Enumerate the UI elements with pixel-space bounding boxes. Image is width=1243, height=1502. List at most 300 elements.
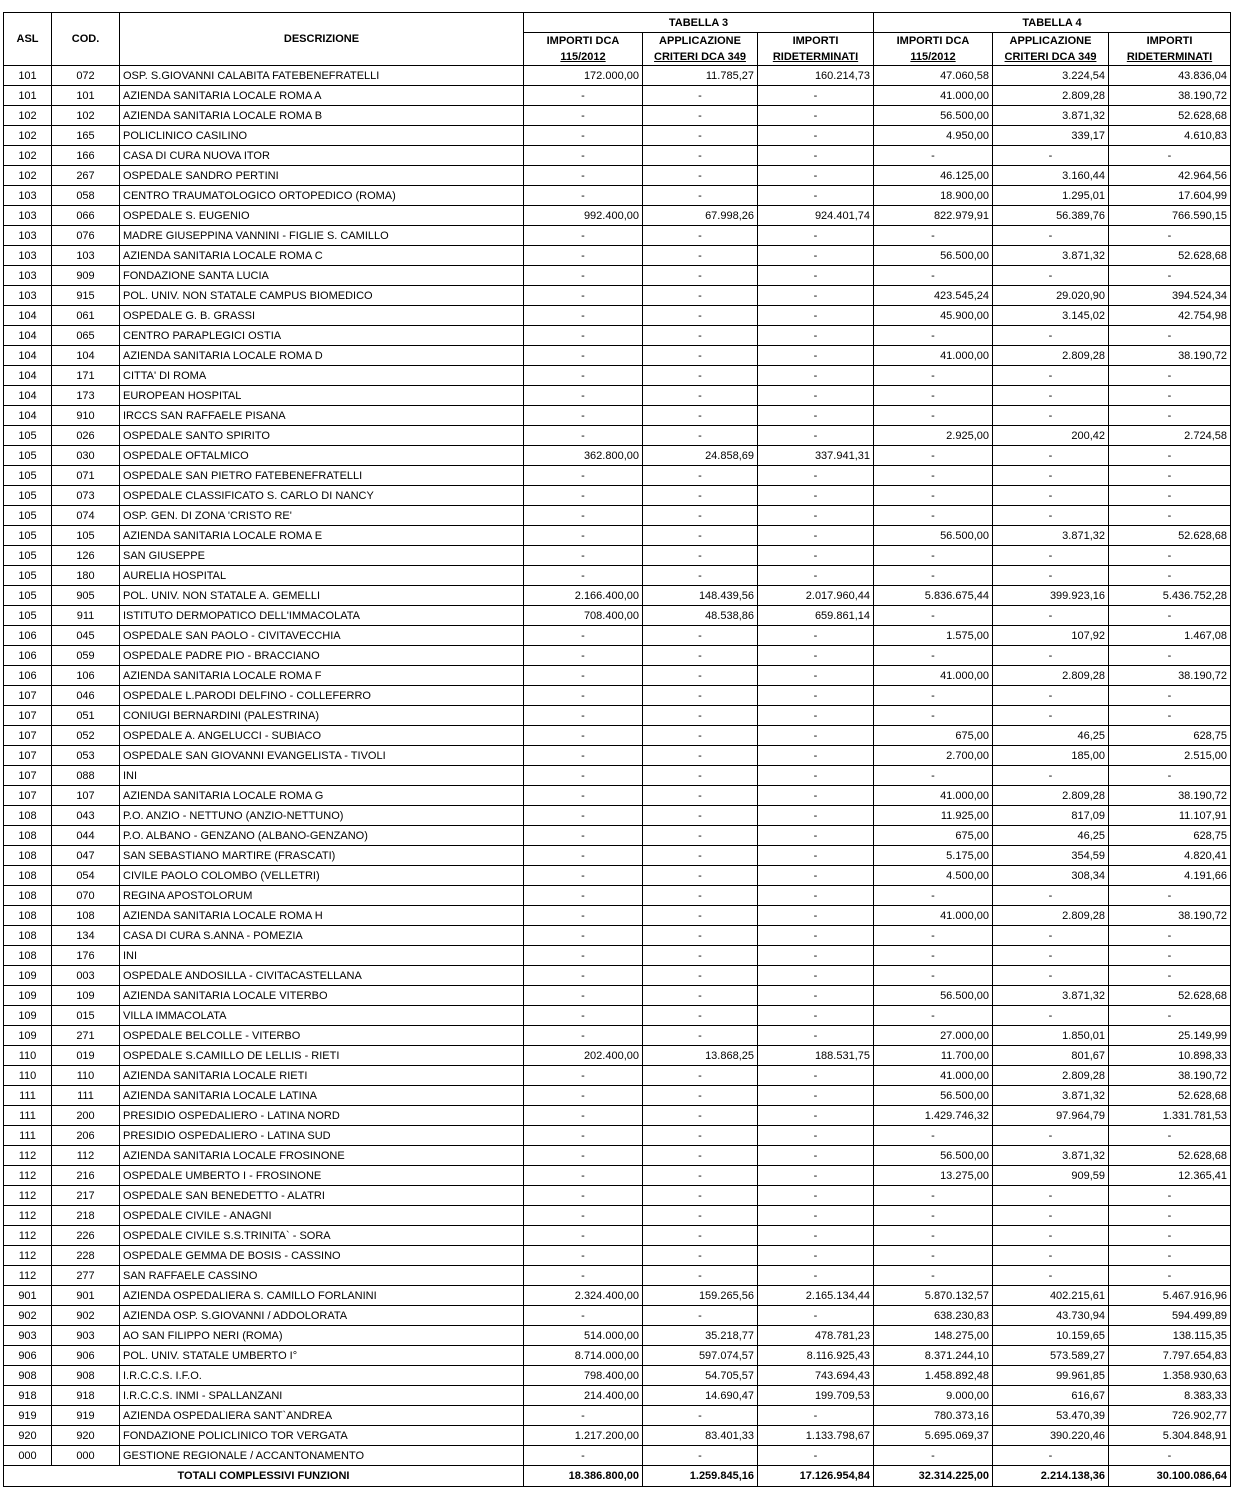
cell-t4-importi-dca: 9.000,00 (874, 1386, 993, 1406)
cell-asl: 108 (4, 946, 52, 966)
cell-t4-applicazione: - (993, 1126, 1109, 1146)
cell-t3-importi-dca: - (524, 866, 643, 886)
cell-asl: 112 (4, 1146, 52, 1166)
cell-t3-rideterminati: - (758, 1266, 874, 1286)
cell-t4-importi-dca: 1.458.892,48 (874, 1366, 993, 1386)
table-row (4, 86, 1231, 106)
cell-t4-importi-dca: 41.000,00 (874, 346, 993, 366)
cell-cod: 026 (52, 426, 120, 446)
cell-t4-importi-dca: 5.695.069,37 (874, 1426, 993, 1446)
cell-descrizione: AZIENDA SANITARIA LOCALE ROMA G (120, 786, 524, 806)
cell-t4-rideterminati: 52.628,68 (1109, 526, 1231, 546)
cell-t4-rideterminati: 38.190,72 (1109, 906, 1231, 926)
cell-t3-importi-dca: - (524, 646, 643, 666)
header-descrizione: DESCRIZIONE (120, 13, 524, 66)
cell-t3-importi-dca: - (524, 846, 643, 866)
table-row (4, 1086, 1231, 1106)
cell-t3-importi-dca: - (524, 406, 643, 426)
cell-t4-rideterminati: 25.149,99 (1109, 1026, 1231, 1046)
cell-t4-rideterminati: 4.610,83 (1109, 126, 1231, 146)
cell-t4-rideterminati: 42.964,56 (1109, 166, 1231, 186)
cell-t3-rideterminati: - (758, 806, 874, 826)
cell-asl: 103 (4, 226, 52, 246)
cell-t4-applicazione: - (993, 486, 1109, 506)
cell-t4-rideterminati: 38.190,72 (1109, 346, 1231, 366)
cell-asl: 109 (4, 1006, 52, 1026)
cell-t4-importi-dca: - (874, 1246, 993, 1266)
cell-t3-importi-dca: - (524, 106, 643, 126)
cell-t3-importi-dca: - (524, 186, 643, 206)
cell-t4-applicazione: - (993, 886, 1109, 906)
cell-descrizione: POL. UNIV. NON STATALE A. GEMELLI (120, 586, 524, 606)
cell-t4-applicazione: - (993, 646, 1109, 666)
cell-cod: 909 (52, 266, 120, 286)
cell-t4-importi-dca: - (874, 566, 993, 586)
cell-t3-applicazione: - (643, 926, 758, 946)
cell-asl: 906 (4, 1346, 52, 1366)
cell-descrizione: OSPEDALE G. B. GRASSI (120, 306, 524, 326)
header-cod: COD. (52, 13, 120, 66)
header-t4-rideterminati: RIDETERMINATI (1109, 49, 1231, 66)
table-row (4, 1366, 1231, 1386)
cell-t3-importi-dca: - (524, 466, 643, 486)
cell-t4-rideterminati: - (1109, 266, 1231, 286)
table-row (4, 1186, 1231, 1206)
cell-t4-importi-dca: - (874, 366, 993, 386)
cell-t3-importi-dca: - (524, 666, 643, 686)
cell-descrizione: CONIUGI BERNARDINI (PALESTRINA) (120, 706, 524, 726)
cell-asl: 104 (4, 326, 52, 346)
cell-t4-rideterminati: 594.499,89 (1109, 1306, 1231, 1326)
cell-t4-applicazione: 3.871,32 (993, 246, 1109, 266)
cell-descrizione: AZIENDA SANITARIA LOCALE ROMA A (120, 86, 524, 106)
cell-t3-rideterminati: - (758, 86, 874, 106)
cell-t3-importi-dca: - (524, 946, 643, 966)
cell-t3-importi-dca: - (524, 726, 643, 746)
cell-descrizione: OSPEDALE OFTALMICO (120, 446, 524, 466)
cell-t4-rideterminati: 394.524,34 (1109, 286, 1231, 306)
cell-t4-rideterminati: 628,75 (1109, 826, 1231, 846)
cell-t3-importi-dca: - (524, 146, 643, 166)
cell-t4-importi-dca: 45.900,00 (874, 306, 993, 326)
cell-t3-applicazione: - (643, 506, 758, 526)
cell-asl: 108 (4, 826, 52, 846)
cell-asl: 108 (4, 906, 52, 926)
cell-t3-applicazione: 11.785,27 (643, 66, 758, 86)
cell-t4-applicazione: - (993, 546, 1109, 566)
cell-t4-importi-dca: - (874, 966, 993, 986)
cell-descrizione: CENTRO PARAPLEGICI OSTIA (120, 326, 524, 346)
cell-t3-rideterminati: - (758, 866, 874, 886)
cell-t3-applicazione: - (643, 106, 758, 126)
table-row (4, 946, 1231, 966)
table-row (4, 786, 1231, 806)
table-row (4, 626, 1231, 646)
cell-t4-importi-dca: 13.275,00 (874, 1166, 993, 1186)
cell-t3-applicazione: - (643, 626, 758, 646)
cell-asl: 111 (4, 1086, 52, 1106)
cell-asl: 908 (4, 1366, 52, 1386)
cell-t4-applicazione: 1.295,01 (993, 186, 1109, 206)
cell-t4-applicazione: - (993, 686, 1109, 706)
cell-t3-applicazione: - (643, 986, 758, 1006)
cell-t4-applicazione: 399.923,16 (993, 586, 1109, 606)
cell-t3-importi-dca: - (524, 306, 643, 326)
cell-t4-rideterminati: 42.754,98 (1109, 306, 1231, 326)
table-row (4, 66, 1231, 86)
cell-cod: 104 (52, 346, 120, 366)
cell-t4-rideterminati: - (1109, 546, 1231, 566)
cell-asl: 111 (4, 1126, 52, 1146)
table-row (4, 606, 1231, 626)
cell-t4-importi-dca: 27.000,00 (874, 1026, 993, 1046)
cell-t3-importi-dca: - (524, 746, 643, 766)
cell-t3-applicazione: - (643, 246, 758, 266)
cell-t4-applicazione: 3.224,54 (993, 66, 1109, 86)
cell-t4-importi-dca: - (874, 646, 993, 666)
cell-t3-importi-dca: - (524, 966, 643, 986)
header-t3-applicazione: APPLICAZIONE (643, 33, 758, 50)
cell-t3-rideterminati: - (758, 1246, 874, 1266)
cell-t3-applicazione: - (643, 826, 758, 846)
cell-t4-applicazione: - (993, 446, 1109, 466)
cell-t3-rideterminati: - (758, 466, 874, 486)
cell-t4-rideterminati: - (1109, 886, 1231, 906)
cell-asl: 101 (4, 86, 52, 106)
cell-t4-rideterminati: 1.331.781,53 (1109, 1106, 1231, 1126)
cell-asl: 104 (4, 346, 52, 366)
cell-t4-applicazione: 46,25 (993, 726, 1109, 746)
cell-descrizione: OSPEDALE SAN GIOVANNI EVANGELISTA - TIVOLI (120, 746, 524, 766)
cell-t3-rideterminati: - (758, 1106, 874, 1126)
cell-t3-rideterminati: 478.781,23 (758, 1326, 874, 1346)
cell-t4-importi-dca: - (874, 486, 993, 506)
cell-t4-importi-dca: 675,00 (874, 726, 993, 746)
cell-t4-importi-dca: 18.900,00 (874, 186, 993, 206)
cell-t4-applicazione: 2.809,28 (993, 666, 1109, 686)
cell-descrizione: INI (120, 946, 524, 966)
cell-t4-importi-dca: - (874, 546, 993, 566)
cell-t4-importi-dca: 5.836.675,44 (874, 586, 993, 606)
cell-t3-importi-dca: - (524, 546, 643, 566)
cell-t4-rideterminati: 4.191,66 (1109, 866, 1231, 886)
cell-t4-applicazione: - (993, 966, 1109, 986)
cell-t3-rideterminati: - (758, 566, 874, 586)
cell-t4-rideterminati: - (1109, 506, 1231, 526)
cell-t4-applicazione: - (993, 146, 1109, 166)
cell-cod: 053 (52, 746, 120, 766)
cell-t3-rideterminati: - (758, 226, 874, 246)
cell-t3-rideterminati: - (758, 986, 874, 1006)
cell-t3-applicazione: 83.401,33 (643, 1426, 758, 1446)
cell-t4-rideterminati: - (1109, 446, 1231, 466)
cell-cod: 019 (52, 1046, 120, 1066)
cell-descrizione: CIVILE PAOLO COLOMBO (VELLETRI) (120, 866, 524, 886)
cell-descrizione: CENTRO TRAUMATOLOGICO ORTOPEDICO (ROMA) (120, 186, 524, 206)
cell-t4-importi-dca: 780.373,16 (874, 1406, 993, 1426)
cell-t4-rideterminati: 628,75 (1109, 726, 1231, 746)
cell-asl: 109 (4, 986, 52, 1006)
cell-t3-applicazione: 13.868,25 (643, 1046, 758, 1066)
cell-t3-rideterminati: 743.694,43 (758, 1366, 874, 1386)
cell-t3-applicazione: - (643, 726, 758, 746)
cell-t4-applicazione: - (993, 1266, 1109, 1286)
cell-t3-applicazione: - (643, 486, 758, 506)
cell-descrizione: CASA DI CURA S.ANNA - POMEZIA (120, 926, 524, 946)
funding-table-sheet (3, 12, 1231, 1487)
cell-t3-applicazione: - (643, 386, 758, 406)
cell-t3-importi-dca: - (524, 1226, 643, 1246)
cell-asl: 105 (4, 566, 52, 586)
cell-t4-importi-dca: 2.700,00 (874, 746, 993, 766)
cell-t4-rideterminati: 8.383,33 (1109, 1386, 1231, 1406)
cell-t3-applicazione: - (643, 666, 758, 686)
cell-descrizione: OSPEDALE L.PARODI DELFINO - COLLEFERRO (120, 686, 524, 706)
cell-asl: 101 (4, 66, 52, 86)
cell-descrizione: EUROPEAN HOSPITAL (120, 386, 524, 406)
cell-asl: 103 (4, 186, 52, 206)
cell-t4-importi-dca: - (874, 1226, 993, 1246)
cell-cod: 074 (52, 506, 120, 526)
cell-asl: 106 (4, 646, 52, 666)
cell-t4-applicazione: 909,59 (993, 1166, 1109, 1186)
cell-t3-rideterminati: - (758, 626, 874, 646)
cell-descrizione: FONDAZIONE SANTA LUCIA (120, 266, 524, 286)
cell-t3-applicazione: - (643, 1266, 758, 1286)
cell-cod: 206 (52, 1126, 120, 1146)
table-row (4, 1166, 1231, 1186)
cell-t4-importi-dca: 41.000,00 (874, 1066, 993, 1086)
cell-asl: 108 (4, 926, 52, 946)
cell-t4-rideterminati: 12.365,41 (1109, 1166, 1231, 1186)
total-t3-applicazione: 1.259.845,16 (643, 1466, 758, 1487)
cell-t3-rideterminati: - (758, 486, 874, 506)
table-row (4, 446, 1231, 466)
cell-t4-importi-dca: 4.500,00 (874, 866, 993, 886)
cell-t3-importi-dca: - (524, 326, 643, 346)
cell-t3-applicazione: 14.690,47 (643, 1386, 758, 1406)
cell-descrizione: OSPEDALE CIVILE - ANAGNI (120, 1206, 524, 1226)
cell-t3-rideterminati: - (758, 146, 874, 166)
cell-t4-importi-dca: 423.545,24 (874, 286, 993, 306)
cell-t3-importi-dca: - (524, 366, 643, 386)
cell-t3-applicazione: - (643, 1006, 758, 1026)
cell-cod: 109 (52, 986, 120, 1006)
cell-t4-rideterminati: 1.358.930,63 (1109, 1366, 1231, 1386)
cell-t4-rideterminati: - (1109, 1226, 1231, 1246)
table-row (4, 186, 1231, 206)
cell-t4-applicazione: 339,17 (993, 126, 1109, 146)
cell-t4-applicazione: 3.160,44 (993, 166, 1109, 186)
cell-cod: 918 (52, 1386, 120, 1406)
cell-t3-importi-dca: - (524, 246, 643, 266)
table-row (4, 1206, 1231, 1226)
cell-t3-rideterminati: - (758, 186, 874, 206)
cell-t4-importi-dca: - (874, 506, 993, 526)
cell-t4-applicazione: - (993, 366, 1109, 386)
table-row (4, 386, 1231, 406)
cell-cod: 015 (52, 1006, 120, 1026)
cell-cod: 071 (52, 466, 120, 486)
cell-asl: 105 (4, 506, 52, 526)
totals-label: TOTALI COMPLESSIVI FUNZIONI (4, 1466, 524, 1487)
cell-t3-rideterminati: - (758, 1446, 874, 1466)
table-row (4, 266, 1231, 286)
cell-cod: 200 (52, 1106, 120, 1126)
header-tabella-3: TABELLA 3 (524, 13, 874, 33)
cell-t3-rideterminati: - (758, 406, 874, 426)
cell-t3-importi-dca: - (524, 1446, 643, 1466)
cell-t3-importi-dca: - (524, 1246, 643, 1266)
cell-t3-rideterminati: 2.165.134,44 (758, 1286, 874, 1306)
cell-t4-importi-dca: 2.925,00 (874, 426, 993, 446)
cell-t4-applicazione: 107,92 (993, 626, 1109, 646)
cell-t3-applicazione: - (643, 1066, 758, 1086)
table-row (4, 1406, 1231, 1426)
table-row (4, 326, 1231, 346)
cell-cod: 134 (52, 926, 120, 946)
cell-cod: 908 (52, 1366, 120, 1386)
cell-t4-rideterminati: - (1109, 1446, 1231, 1466)
cell-t3-importi-dca: - (524, 886, 643, 906)
table-row (4, 766, 1231, 786)
cell-asl: 902 (4, 1306, 52, 1326)
cell-t4-importi-dca: 148.275,00 (874, 1326, 993, 1346)
cell-descrizione: SAN GIUSEPPE (120, 546, 524, 566)
cell-t4-rideterminati: 38.190,72 (1109, 666, 1231, 686)
cell-t3-importi-dca: - (524, 226, 643, 246)
cell-cod: 915 (52, 286, 120, 306)
table-row (4, 1326, 1231, 1346)
cell-descrizione: POL. UNIV. NON STATALE CAMPUS BIOMEDICO (120, 286, 524, 306)
table-row (4, 926, 1231, 946)
cell-descrizione: AZIENDA SANITARIA LOCALE RIETI (120, 1066, 524, 1086)
cell-asl: 109 (4, 966, 52, 986)
table-row (4, 1106, 1231, 1126)
cell-descrizione: I.R.C.C.S. I.F.O. (120, 1366, 524, 1386)
cell-t3-rideterminati: - (758, 1126, 874, 1146)
cell-asl: 102 (4, 126, 52, 146)
cell-t3-applicazione: 48.538,86 (643, 606, 758, 626)
cell-t3-rideterminati: - (758, 766, 874, 786)
cell-descrizione: OSPEDALE CIVILE S.S.TRINITA` - SORA (120, 1226, 524, 1246)
cell-cod: 902 (52, 1306, 120, 1326)
header-t4-applicazione: APPLICAZIONE (993, 33, 1109, 50)
cell-asl: 104 (4, 386, 52, 406)
cell-t4-rideterminati: - (1109, 566, 1231, 586)
cell-descrizione: OSPEDALE SAN BENEDETTO - ALATRI (120, 1186, 524, 1206)
cell-t3-applicazione: - (643, 686, 758, 706)
table-row (4, 1026, 1231, 1046)
cell-t4-applicazione: 3.871,32 (993, 106, 1109, 126)
cell-asl: 919 (4, 1406, 52, 1426)
cell-descrizione: SAN RAFFAELE CASSINO (120, 1266, 524, 1286)
table-row (4, 1306, 1231, 1326)
cell-t3-applicazione: - (643, 406, 758, 426)
cell-t3-rideterminati: - (758, 966, 874, 986)
cell-t4-importi-dca: 47.060,58 (874, 66, 993, 86)
cell-asl: 103 (4, 266, 52, 286)
cell-t4-rideterminati: 1.467,08 (1109, 626, 1231, 646)
cell-asl: 112 (4, 1166, 52, 1186)
cell-asl: 105 (4, 426, 52, 446)
cell-t4-applicazione: - (993, 946, 1109, 966)
cell-t3-applicazione: - (643, 1226, 758, 1246)
cell-descrizione: OSPEDALE UMBERTO I - FROSINONE (120, 1166, 524, 1186)
table-row (4, 706, 1231, 726)
cell-t4-importi-dca: - (874, 326, 993, 346)
cell-t3-importi-dca: - (524, 1166, 643, 1186)
cell-t4-applicazione: 3.871,32 (993, 1146, 1109, 1166)
cell-t4-applicazione: 402.215,61 (993, 1286, 1109, 1306)
cell-t3-rideterminati: - (758, 106, 874, 126)
cell-t3-applicazione: - (643, 1086, 758, 1106)
cell-descrizione: AO SAN FILIPPO NERI (ROMA) (120, 1326, 524, 1346)
cell-cod: 176 (52, 946, 120, 966)
cell-t3-importi-dca: - (524, 926, 643, 946)
cell-t3-importi-dca: - (524, 1006, 643, 1026)
cell-asl: 903 (4, 1326, 52, 1346)
cell-t3-rideterminati: - (758, 426, 874, 446)
cell-t4-rideterminati: 4.820,41 (1109, 846, 1231, 866)
cell-cod: 108 (52, 906, 120, 926)
cell-t3-importi-dca: - (524, 1106, 643, 1126)
cell-t4-rideterminati: - (1109, 486, 1231, 506)
cell-asl: 102 (4, 146, 52, 166)
cell-t3-importi-dca: - (524, 386, 643, 406)
cell-descrizione: OSPEDALE SAN PIETRO FATEBENEFRATELLI (120, 466, 524, 486)
cell-t4-applicazione: 573.589,27 (993, 1346, 1109, 1366)
cell-t4-rideterminati: - (1109, 1006, 1231, 1026)
cell-descrizione: AZIENDA SANITARIA LOCALE LATINA (120, 1086, 524, 1106)
cell-t3-applicazione: - (643, 1186, 758, 1206)
cell-t3-importi-dca: 202.400,00 (524, 1046, 643, 1066)
cell-t3-applicazione: 148.439,56 (643, 586, 758, 606)
cell-asl: 000 (4, 1446, 52, 1466)
cell-t4-importi-dca: - (874, 1206, 993, 1226)
cell-cod: 919 (52, 1406, 120, 1426)
cell-t4-rideterminati: 38.190,72 (1109, 86, 1231, 106)
cell-t3-importi-dca: - (524, 526, 643, 546)
cell-t4-importi-dca: - (874, 266, 993, 286)
cell-t4-applicazione: 2.809,28 (993, 786, 1109, 806)
cell-t3-applicazione: - (643, 1206, 758, 1226)
cell-descrizione: OSP. GEN. DI ZONA 'CRISTO RE' (120, 506, 524, 526)
cell-asl: 105 (4, 446, 52, 466)
cell-t3-rideterminati: - (758, 1066, 874, 1086)
cell-t3-rideterminati: - (758, 1406, 874, 1426)
table-row (4, 306, 1231, 326)
cell-t4-applicazione: 10.159,65 (993, 1326, 1109, 1346)
cell-t4-importi-dca: 41.000,00 (874, 906, 993, 926)
cell-t3-rideterminati: - (758, 1006, 874, 1026)
cell-descrizione: AZIENDA SANITARIA LOCALE FROSINONE (120, 1146, 524, 1166)
cell-t4-applicazione: - (993, 606, 1109, 626)
cell-cod: 054 (52, 866, 120, 886)
cell-t3-rideterminati: - (758, 386, 874, 406)
table-row (4, 1146, 1231, 1166)
cell-t3-importi-dca: - (524, 1206, 643, 1226)
cell-t4-applicazione: 390.220,46 (993, 1426, 1109, 1446)
cell-descrizione: VILLA IMMACOLATA (120, 1006, 524, 1026)
cell-t4-applicazione: - (993, 1006, 1109, 1026)
cell-cod: 000 (52, 1446, 120, 1466)
cell-t3-importi-dca: 2.324.400,00 (524, 1286, 643, 1306)
cell-descrizione: CITTA' DI ROMA (120, 366, 524, 386)
cell-asl: 106 (4, 666, 52, 686)
cell-asl: 112 (4, 1266, 52, 1286)
cell-cod: 173 (52, 386, 120, 406)
